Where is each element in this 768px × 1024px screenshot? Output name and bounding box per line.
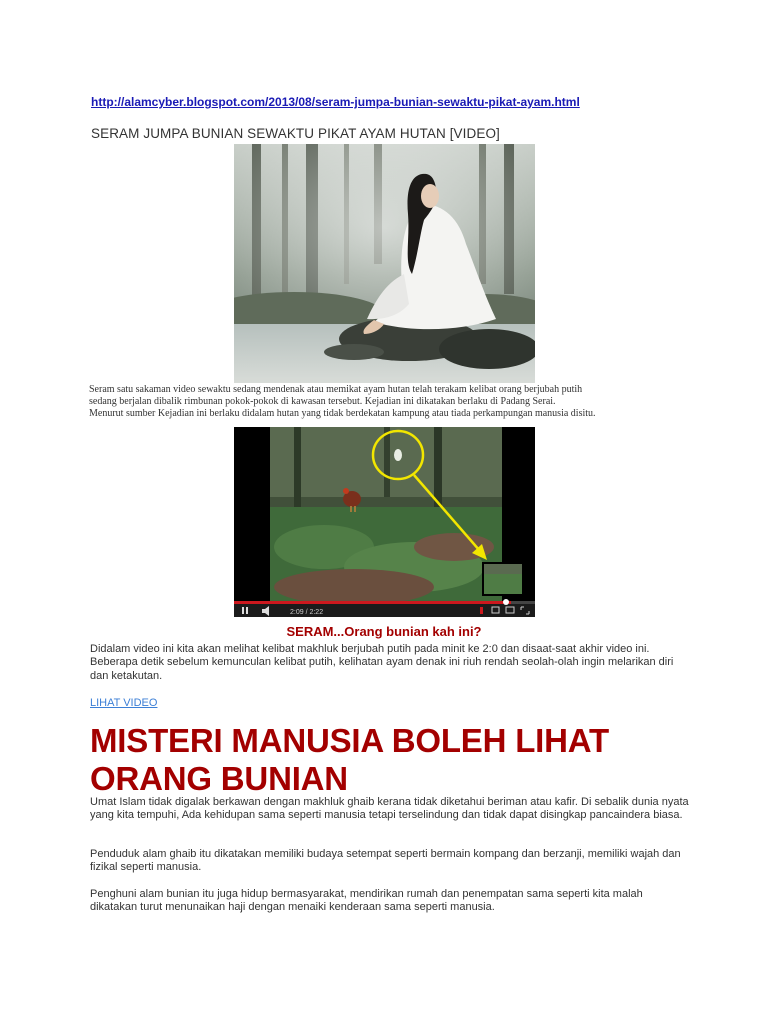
video-description: Didalam video ini kita akan melihat kelibat makhluk berjubah putih pada minit ke 2:0 dan disaat-saat akhir video ini. Beberapa detik sebelum kemunculan kelibat putih, kelihatan ayam denak ini riuh rendah seolah-olah ingin melarikan diri dan ketakutan. [90, 643, 674, 682]
article-paragraph: Penghuni alam bunian itu juga hidup bermasyarakat, mendirikan rumah dan penempatan sama seperti kita malah dikatakan turut menunaikan haji dengan menaiki kenderaan sama seperti manusia. [90, 888, 643, 914]
post-headline: SERAM JUMPA BUNIAN SEWAKTU PIKAT AYAM HUTAN [VIDEO] [91, 126, 500, 141]
video-player[interactable] [234, 427, 535, 617]
article-paragraph: Umat Islam tidak digalak berkawan dengan makhluk ghaib kerana tidak diketahui beriman atau kafir. Di sebalik dunia nyata yang kita tempuhi, Ada kehidupan sama seperti manusia tetapi terselindung dan tidak dapat disingkap pancaindera biasa. [90, 796, 689, 822]
source-url-link[interactable]: http://alamcyber.blogspot.com/2013/08/seram-jumpa-bunian-sewaktu-pikat-ayam.html [91, 95, 580, 109]
bunian-photo [234, 144, 535, 383]
video-time: 2:09 / 2:22 [290, 609, 324, 616]
video-frame [234, 427, 535, 617]
inset-thumbnail [482, 562, 524, 596]
youtube-icon[interactable] [480, 607, 483, 614]
forest-floor-scene [270, 427, 502, 605]
intro-paragraph [89, 384, 689, 420]
article-title: MISTERI MANUSIA BOLEH LIHAT ORANG BUNIAN [90, 722, 609, 797]
intro-line: Seram satu sakaman video sewaktu sedang mendenak atau memikat ayam hutan telah terakam kelibat orang berjubah putih [89, 384, 583, 395]
watch-video-link[interactable]: LIHAT VIDEO [90, 697, 158, 709]
intro-line: Menurut sumber Kejadian ini berlaku didalam hutan yang tidak berdekatan kampung atau tiada perkampungan manusia disitu. [89, 408, 596, 419]
intro-line: sedang berjalan dibalik rimbunan pokok-pokok di kawasan tersebut. Kejadian ini dikatakan berlaku di Padang Serai. [89, 396, 556, 407]
video-caption: SERAM...Orang bunian kah ini? [286, 624, 482, 639]
article-paragraph: Penduduk alam ghaib itu dikatakan memiliki budaya setempat seperti bermain kompang dan berzanji, memiliki wajah dan fizikal seperti manusia. [90, 848, 681, 874]
forest-stream-illustration [234, 144, 535, 383]
